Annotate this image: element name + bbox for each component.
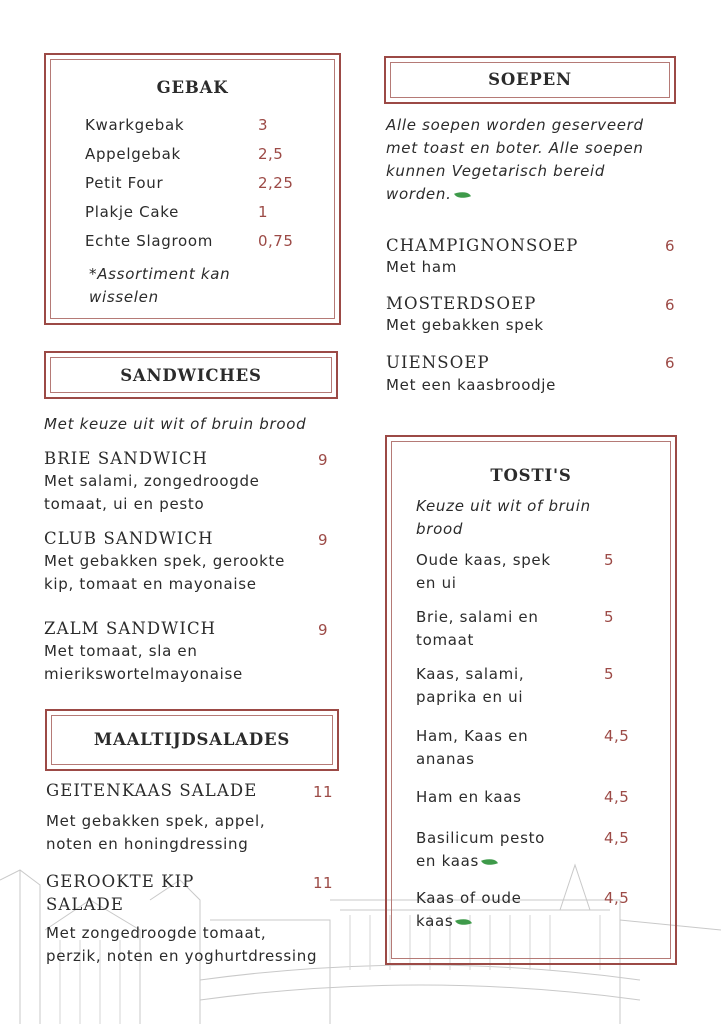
- salad-price: 11: [313, 874, 334, 892]
- soup-desc: Met ham: [386, 258, 458, 276]
- tosti-price: 5: [604, 665, 615, 683]
- gebak-item-price: 2,5: [258, 145, 284, 163]
- tostis-title: TOSTI'S: [490, 466, 572, 485]
- tosti-item: Kaas, salami,: [416, 665, 525, 683]
- gebak-note: wisselen: [89, 288, 159, 306]
- tosti-item: en ui: [416, 574, 457, 592]
- gebak-title: GEBAK: [156, 78, 229, 97]
- sandwich-price: 9: [318, 451, 329, 469]
- tosti-item: Brie, salami en: [416, 608, 539, 626]
- salad-desc: perzik, noten en yoghurtdressing: [46, 947, 318, 965]
- gebak-item-name: Plakje Cake: [85, 203, 180, 221]
- soepen-intro: met toast en boter. Alle soepen: [386, 139, 644, 157]
- sandwich-price: 9: [318, 531, 329, 549]
- sandwich-desc: Met tomaat, sla en: [44, 642, 198, 660]
- sandwich-name: BRIE SANDWICH: [44, 449, 209, 468]
- tosti-item: Basilicum pesto: [416, 829, 546, 847]
- gebak-item-name: Kwarkgebak: [85, 116, 185, 134]
- soup-price: 6: [665, 237, 676, 255]
- salad-price: 11: [313, 783, 334, 801]
- soup-price: 6: [665, 296, 676, 314]
- tostis-intro: brood: [416, 520, 464, 538]
- gebak-item-price: 2,25: [258, 174, 294, 192]
- tosti-price: 5: [604, 551, 615, 569]
- tosti-item: Kaas of oude: [416, 889, 522, 907]
- tosti-price: 4,5: [604, 829, 630, 847]
- salad-desc: Met zongedroogde tomaat,: [46, 924, 267, 942]
- tosti-price: 4,5: [604, 889, 630, 907]
- sandwich-desc: mierikswortelmayonaise: [44, 665, 243, 683]
- sandwich-name: ZALM SANDWICH: [44, 619, 217, 638]
- tostis-intro: Keuze uit wit of bruin: [416, 497, 591, 515]
- salad-name: GEROOKTE KIP: [46, 872, 195, 891]
- gebak-item-price: 1: [258, 203, 269, 221]
- soepen-intro: kunnen Vegetarisch bereid: [386, 162, 606, 180]
- tosti-item-text: kaas: [416, 912, 454, 930]
- gebak-item-price: 3: [258, 116, 269, 134]
- tosti-price: 4,5: [604, 788, 630, 806]
- soup-desc: Met gebakken spek: [386, 316, 544, 334]
- soup-price: 6: [665, 354, 676, 372]
- soup-name: UIENSOEP: [386, 353, 490, 372]
- tosti-item: tomaat: [416, 631, 475, 649]
- leaf-icon: [481, 855, 498, 868]
- gebak-item-name: Echte Slagroom: [85, 232, 214, 250]
- sandwich-desc: Met salami, zongedroogde: [44, 472, 260, 490]
- tosti-item: Ham, Kaas en: [416, 727, 529, 745]
- salad-name: SALADE: [46, 895, 124, 914]
- leaf-icon: [456, 915, 473, 928]
- salad-desc: Met gebakken spek, appel,: [46, 812, 266, 830]
- soepen-intro-text: worden.: [386, 185, 452, 203]
- tosti-item-text: en kaas: [416, 852, 480, 870]
- gebak-note: *Assortiment kan: [89, 265, 231, 283]
- tosti-price: 4,5: [604, 727, 630, 745]
- maaltijdsalades-title: MAALTIJDSALADES: [93, 730, 291, 749]
- sandwich-desc: tomaat, ui en pesto: [44, 495, 205, 513]
- soup-name: CHAMPIGNONSOEP: [386, 236, 579, 255]
- sandwich-desc: kip, tomaat en mayonaise: [44, 575, 257, 593]
- salad-desc: noten en honingdressing: [46, 835, 249, 853]
- tosti-price: 5: [604, 608, 615, 626]
- salad-name: GEITENKAAS SALADE: [46, 781, 258, 800]
- tosti-item: ananas: [416, 750, 475, 768]
- soup-name: MOSTERDSOEP: [386, 294, 537, 313]
- soepen-intro: Alle soepen worden geserveerd: [386, 116, 644, 134]
- sandwiches-title: SANDWICHES: [120, 366, 262, 385]
- sandwiches-intro: Met keuze uit wit of bruin brood: [44, 415, 307, 433]
- sandwich-desc: Met gebakken spek, gerookte: [44, 552, 286, 570]
- soepen-intro-last: [386, 185, 470, 203]
- gebak-item-price: 0,75: [258, 232, 294, 250]
- soup-desc: Met een kaasbroodje: [386, 376, 557, 394]
- sandwich-name: CLUB SANDWICH: [44, 529, 214, 548]
- soepen-title: SOEPEN: [488, 70, 572, 89]
- tosti-item: Oude kaas, spek: [416, 551, 551, 569]
- tosti-item: paprika en ui: [416, 688, 524, 706]
- tosti-item: Ham en kaas: [416, 788, 522, 806]
- gebak-item-name: Petit Four: [85, 174, 164, 192]
- tosti-item-last-line: [416, 852, 497, 870]
- gebak-item-name: Appelgebak: [85, 145, 181, 163]
- leaf-icon: [454, 188, 471, 201]
- tosti-item-last-line: [416, 912, 471, 930]
- sandwich-price: 9: [318, 621, 329, 639]
